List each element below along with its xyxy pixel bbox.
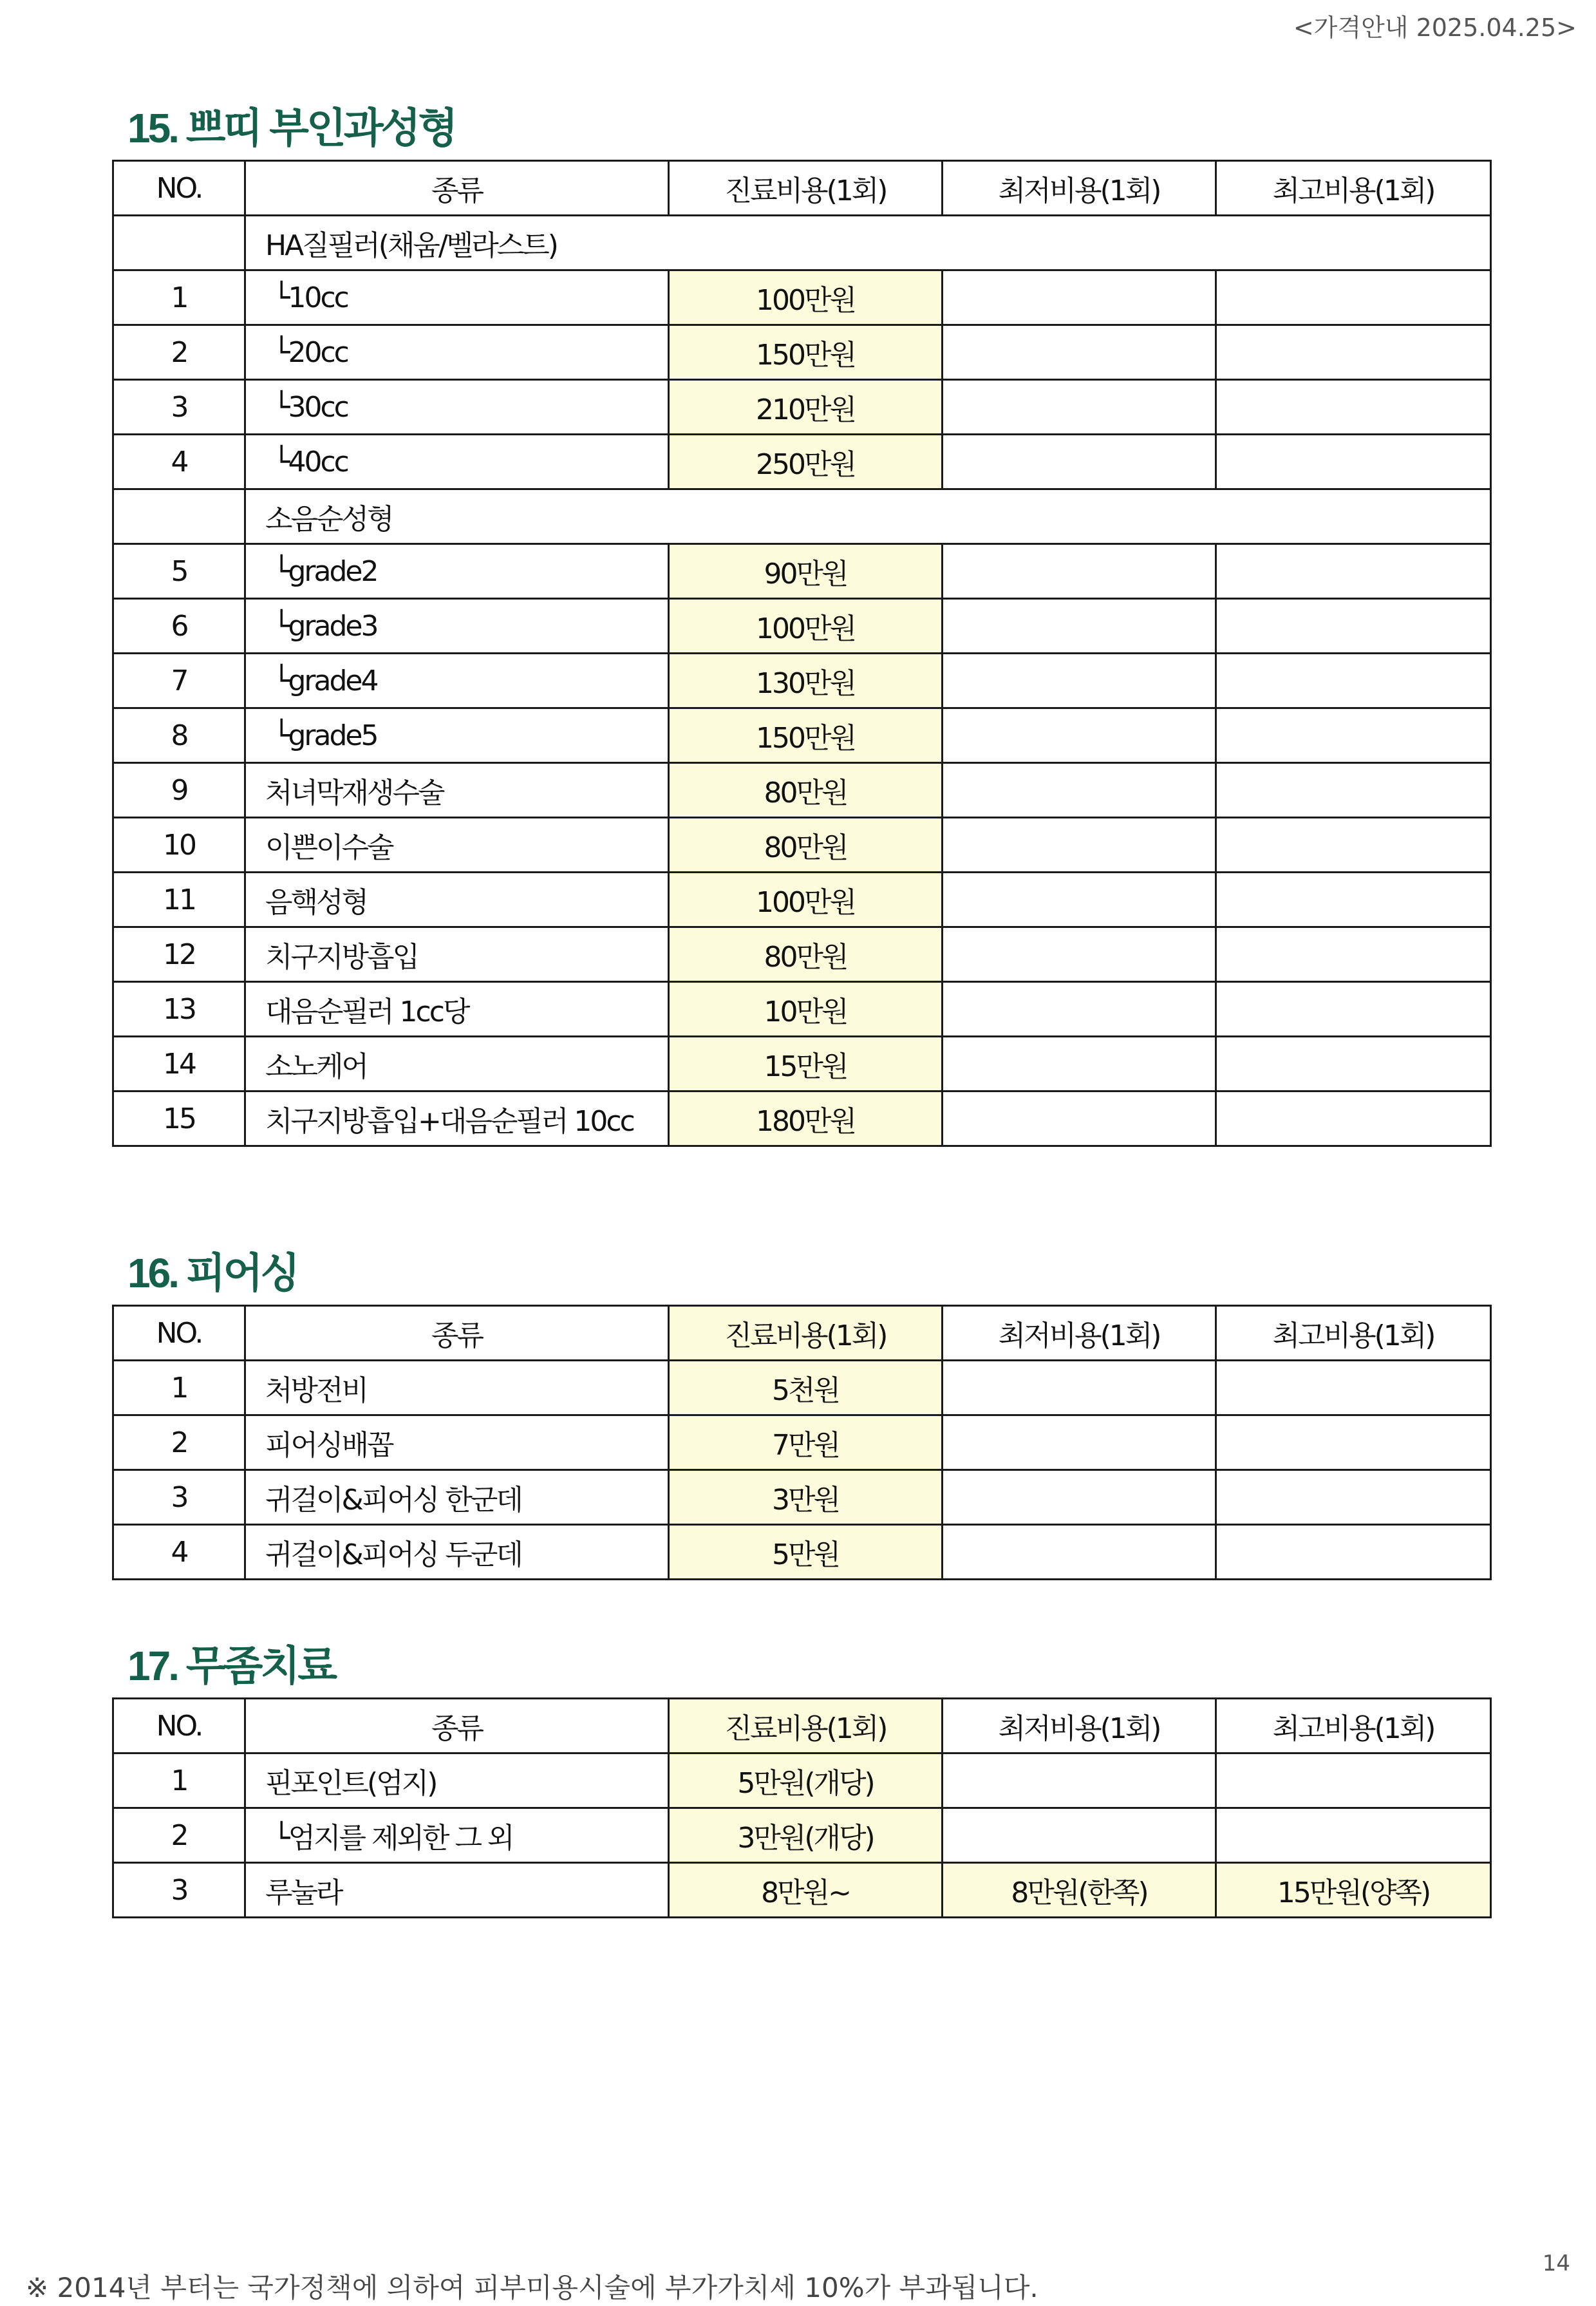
treatment-price-cell: 80만원	[669, 818, 943, 873]
no-cell: 2	[113, 1415, 245, 1470]
treatment-price-cell: 5만원(개당)	[669, 1753, 943, 1808]
header-max-price: 최고비용(1회)	[1216, 1306, 1491, 1361]
min-price-cell	[943, 1808, 1216, 1863]
min-price-cell	[943, 982, 1216, 1037]
section-piercing	[112, 1242, 1490, 1580]
min-price-cell	[943, 1525, 1216, 1580]
item-name-cell: 귀걸이&피어싱 한군데	[245, 1470, 669, 1525]
treatment-price-cell: 3만원	[669, 1470, 943, 1525]
table-row	[113, 818, 1491, 873]
max-price-cell	[1216, 380, 1491, 435]
treatment-price-cell: 5만원	[669, 1525, 943, 1580]
table-row	[113, 1808, 1491, 1863]
treatment-price-cell: 180만원	[669, 1092, 943, 1146]
section-athletes-foot	[112, 1634, 1490, 1918]
section-title: 17. 무좀치료	[127, 1643, 335, 1689]
min-price-cell	[943, 1092, 1216, 1146]
header-min-price: 최저비용(1회)	[943, 1306, 1216, 1361]
item-name-cell: 대음순필러 1cc당	[245, 982, 669, 1037]
min-price-cell	[943, 325, 1216, 380]
table-header-row	[113, 1306, 1491, 1361]
no-cell: 5	[113, 544, 245, 599]
min-price-cell	[943, 1415, 1216, 1470]
treatment-price-cell: 150만원	[669, 708, 943, 763]
treatment-price-cell: 210만원	[669, 380, 943, 435]
item-name-cell: 음핵성형	[245, 873, 669, 927]
min-price-cell	[943, 927, 1216, 982]
max-price-cell	[1216, 1470, 1491, 1525]
header-max-price: 최고비용(1회)	[1216, 161, 1491, 216]
table-row	[113, 325, 1491, 380]
header-min-price: 최저비용(1회)	[943, 1699, 1216, 1753]
item-name-cell: 치구지방흡입+대음순필러 10cc	[245, 1092, 669, 1146]
table-row	[113, 654, 1491, 708]
max-price-cell	[1216, 1753, 1491, 1808]
header-type: 종류	[245, 161, 669, 216]
header-no: NO.	[113, 1699, 245, 1753]
min-price-cell	[943, 763, 1216, 818]
item-name-cell: └엄지를 제외한 그 외	[245, 1808, 669, 1863]
max-price-cell	[1216, 763, 1491, 818]
table-row	[113, 708, 1491, 763]
item-name-cell: └grade3	[245, 599, 669, 654]
item-name-cell: 처녀막재생수술	[245, 763, 669, 818]
max-price-cell	[1216, 1037, 1491, 1092]
max-price-cell	[1216, 654, 1491, 708]
min-price-cell	[943, 1361, 1216, 1415]
treatment-price-cell: 80만원	[669, 927, 943, 982]
max-price-cell	[1216, 1525, 1491, 1580]
no-cell: 14	[113, 1037, 245, 1092]
table-row	[113, 544, 1491, 599]
table-row	[113, 763, 1491, 818]
treatment-price-cell: 80만원	[669, 763, 943, 818]
item-name-cell: └grade4	[245, 654, 669, 708]
min-price-cell	[943, 873, 1216, 927]
treatment-price-cell: 7만원	[669, 1415, 943, 1470]
section-title: 16. 피어싱	[127, 1250, 298, 1296]
no-cell: 10	[113, 818, 245, 873]
item-name-cell: └grade5	[245, 708, 669, 763]
no-cell: 2	[113, 325, 245, 380]
treatment-price-cell: 10만원	[669, 982, 943, 1037]
min-price-cell	[943, 654, 1216, 708]
header-max-price: 최고비용(1회)	[1216, 1699, 1491, 1753]
item-name-cell: 소노케어	[245, 1037, 669, 1092]
section-petit-gynecology	[112, 97, 1490, 1147]
treatment-price-cell: 250만원	[669, 435, 943, 489]
item-name-cell: └30cc	[245, 380, 669, 435]
max-price-cell	[1216, 818, 1491, 873]
min-price-cell	[943, 818, 1216, 873]
item-name-cell: 처방전비	[245, 1361, 669, 1415]
price-table	[112, 1697, 1492, 1918]
min-price-cell	[943, 708, 1216, 763]
table-row	[113, 1753, 1491, 1808]
treatment-price-cell: 5천원	[669, 1361, 943, 1415]
no-cell: 4	[113, 1525, 245, 1580]
price-table	[112, 1305, 1492, 1580]
header-treatment-price: 진료비용(1회)	[669, 161, 943, 216]
table-row	[113, 873, 1491, 927]
treatment-price-cell: 100만원	[669, 873, 943, 927]
table-row	[113, 270, 1491, 325]
treatment-price-cell: 8만원~	[669, 1863, 943, 1918]
max-price-cell	[1216, 599, 1491, 654]
no-cell: 3	[113, 1863, 245, 1918]
no-cell: 1	[113, 270, 245, 325]
no-cell: 1	[113, 1361, 245, 1415]
treatment-price-cell: 15만원	[669, 1037, 943, 1092]
max-price-cell	[1216, 1808, 1491, 1863]
treatment-price-cell: 100만원	[669, 599, 943, 654]
header-treatment-price: 진료비용(1회)	[669, 1306, 943, 1361]
no-cell: 6	[113, 599, 245, 654]
group-name-cell: 소음순성형	[245, 489, 1491, 544]
item-name-cell: └20cc	[245, 325, 669, 380]
table-row	[113, 1037, 1491, 1092]
item-name-cell: 이쁜이수술	[245, 818, 669, 873]
table-group-row	[113, 489, 1491, 544]
table-row	[113, 1525, 1491, 1580]
no-cell	[113, 489, 245, 544]
min-price-cell	[943, 1753, 1216, 1808]
no-cell: 3	[113, 380, 245, 435]
table-row	[113, 435, 1491, 489]
max-price-cell	[1216, 325, 1491, 380]
item-name-cell: └40cc	[245, 435, 669, 489]
max-price-cell	[1216, 708, 1491, 763]
min-price-cell	[943, 544, 1216, 599]
no-cell: 1	[113, 1753, 245, 1808]
header-treatment-price: 진료비용(1회)	[669, 1699, 943, 1753]
no-cell: 3	[113, 1470, 245, 1525]
price-table	[112, 160, 1492, 1147]
item-name-cell: └10cc	[245, 270, 669, 325]
max-price-cell	[1216, 927, 1491, 982]
header-min-price: 최저비용(1회)	[943, 161, 1216, 216]
page-number: 14	[1542, 2251, 1570, 2276]
no-cell: 8	[113, 708, 245, 763]
item-name-cell: 피어싱배꼽	[245, 1415, 669, 1470]
table-group-row	[113, 216, 1491, 270]
table-header-row	[113, 1699, 1491, 1753]
treatment-price-cell: 100만원	[669, 270, 943, 325]
table-row	[113, 380, 1491, 435]
table-row	[113, 1470, 1491, 1525]
max-price-cell	[1216, 982, 1491, 1037]
item-name-cell: 루눌라	[245, 1863, 669, 1918]
header-type: 종류	[245, 1306, 669, 1361]
max-price-cell	[1216, 1415, 1491, 1470]
table-row	[113, 982, 1491, 1037]
min-price-cell	[943, 380, 1216, 435]
min-price-cell	[943, 1037, 1216, 1092]
max-price-cell	[1216, 1361, 1491, 1415]
treatment-price-cell: 130만원	[669, 654, 943, 708]
table-row	[113, 927, 1491, 982]
price-guide-date: <가격안내 2025.04.25>	[1293, 14, 1577, 42]
max-price-cell: 15만원(양쪽)	[1216, 1863, 1491, 1918]
item-name-cell: 귀걸이&피어싱 두군데	[245, 1525, 669, 1580]
no-cell: 13	[113, 982, 245, 1037]
item-name-cell: 치구지방흡입	[245, 927, 669, 982]
max-price-cell	[1216, 435, 1491, 489]
no-cell: 7	[113, 654, 245, 708]
table-row	[113, 1415, 1491, 1470]
max-price-cell	[1216, 270, 1491, 325]
table-row	[113, 599, 1491, 654]
item-name-cell: 핀포인트(엄지)	[245, 1753, 669, 1808]
no-cell: 2	[113, 1808, 245, 1863]
group-name-cell: HA질필러(채움/벨라스트)	[245, 216, 1491, 270]
table-row	[113, 1863, 1491, 1918]
treatment-price-cell: 90만원	[669, 544, 943, 599]
vat-notice: ※ 2014년 부터는 국가정책에 의하여 피부미용시술에 부가가치세 10%가 부과됩니다.	[26, 2272, 1038, 2303]
max-price-cell	[1216, 1092, 1491, 1146]
no-cell: 4	[113, 435, 245, 489]
no-cell: 15	[113, 1092, 245, 1146]
min-price-cell	[943, 599, 1216, 654]
max-price-cell	[1216, 873, 1491, 927]
table-row	[113, 1092, 1491, 1146]
header-no: NO.	[113, 1306, 245, 1361]
no-cell: 9	[113, 763, 245, 818]
no-cell: 12	[113, 927, 245, 982]
table-row	[113, 1361, 1491, 1415]
item-name-cell: └grade2	[245, 544, 669, 599]
min-price-cell	[943, 270, 1216, 325]
min-price-cell	[943, 1470, 1216, 1525]
section-title: 15. 쁘띠 부인과성형	[127, 105, 456, 151]
header-no: NO.	[113, 161, 245, 216]
header-type: 종류	[245, 1699, 669, 1753]
no-cell	[113, 216, 245, 270]
no-cell: 11	[113, 873, 245, 927]
treatment-price-cell: 3만원(개당)	[669, 1808, 943, 1863]
table-header-row	[113, 161, 1491, 216]
min-price-cell	[943, 435, 1216, 489]
min-price-cell: 8만원(한쪽)	[943, 1863, 1216, 1918]
treatment-price-cell: 150만원	[669, 325, 943, 380]
max-price-cell	[1216, 544, 1491, 599]
